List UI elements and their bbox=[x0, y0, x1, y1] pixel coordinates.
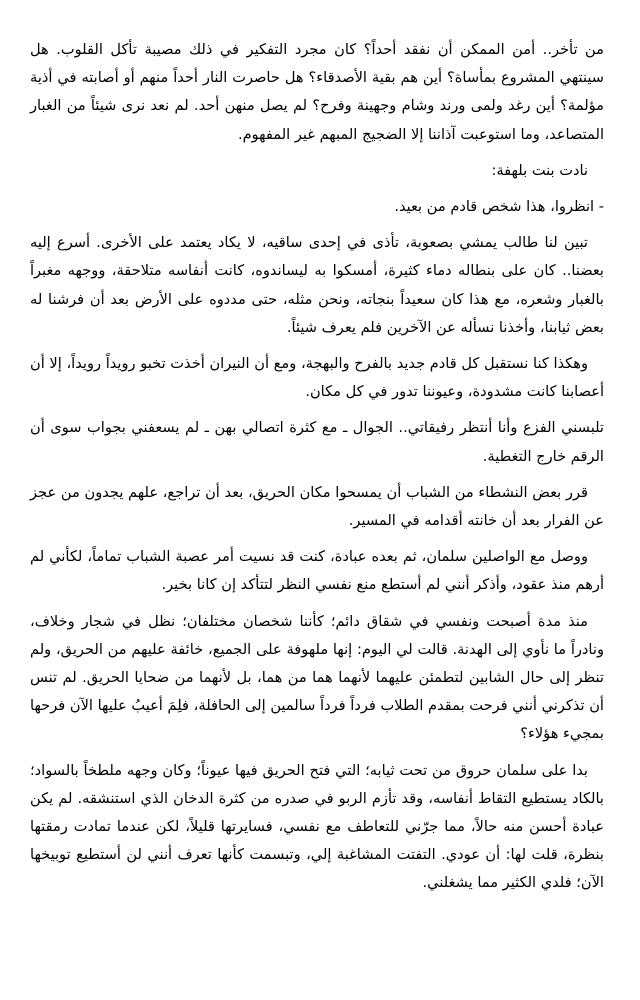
paragraph: تبين لنا طالب يمشي بصعوبة، تأذى في إحدى ساقيه، لا يكاد يعتمد على الأخرى. أسرع إليه بعضنا.. كان على بنطاله دماء كثيرة، أمسكوا به ليساندوه، كانت أنفاسه متلاحقة، ووجهه مغبراً بالغبار وشعره، مع هذا كان سعيداً بنجاته، ونحن مثله، حتى مددوه على الأرض بعد أن فرشنا له بعض ثيابنا، وأخذنا نسأله عن الآخرين فلم يعرف شيئاً. bbox=[30, 234, 604, 336]
paragraph: نادت بنت بلهفة: bbox=[491, 161, 588, 179]
paragraph: وهكذا كنا نستقبل كل قادم جديد بالفرح والبهجة، ومع أن النيران أخذت تخبو رويداً رويداً، إلا أن أعصابنا كانت مشدودة، وعيوننا تدور في كل مكان. bbox=[30, 355, 604, 401]
paragraph: من تأخر.. أمن الممكن أن نفقد أحداً؟ كان مجرد التفكير في ذلك مصيبة تأكل القلوب. هل سينتهي المشروع بمأساة؟ أين هم بقية الأصدقاء؟ هل حاصرت النار أحداً منهم أو أصابته في أذية مؤلمة؟ أين رغد ولمى ورند وشام وجهينة وفرح؟ لم يصل منهن أحد. لم نعد نرى شيئاً من الغبار المتصاعد، وما استوعبت آذاننا إلا الضجيج المبهم غير المفهوم. bbox=[30, 41, 604, 143]
paragraph: تلبسني الفزع وأنا أنتظر رفيقاتي.. الجوال ـ مع كثرة اتصالي بهن ـ لم يسعفني بجواب سوى أن الرقم خارج التغطية. bbox=[30, 419, 604, 465]
paragraph: بدا على سلمان حروق من تحت ثيابه؛ التي فتح الحريق فيها عيوناً؛ وكان وجهه ملطخاً بالسواد؛ بالكاد يستطيع التقاط أنفاسه، وقد تأزم الربو في صدره من كثرة الدخان الذي استنشقه. لم يكن عبادة أحسن منه حالاً، مما جرّني للتعاطف مع نفسي، فسايرتها قليلاً، لكن عندما تمادت رمقتها بنظرة، قلت لها: أن عودي. التفتت المشاغبة إلي، وتبسمت كأنها تعرف أنني لن أستطيع توبيخها الآن؛ فلدي الكثير مما يشغلني. bbox=[30, 761, 604, 892]
paragraph: ووصل مع الواصلين سلمان، ثم بعده عبادة، كنت قد نسيت أمر عصبة الشباب تماماً، لكأني لم أرهم منذ عقود، وأذكر أنني لم أستطع منع نفسي النظر لتتأكد إن كانا بخير. bbox=[30, 548, 604, 594]
document-page bbox=[30, 36, 604, 990]
paragraph: قرر بعض النشطاء من الشباب أن يمسحوا مكان الحريق، بعد أن تراجع، علهم يجدون من عجز عن الفرار بعد أن خانته أقدامه في المسير. bbox=[30, 483, 604, 530]
paragraph: منذ مدة أصبحت ونفسي في شقاق دائم؛ كأننا شخصان مختلفان؛ نظل في شجار وخلاف، ونادراً ما نأوي إلى الهدنة. قالت لي اليوم: إنها ملهوفة على الجميع، خائفة عليهم من الحريق، ولم تنظر إلى حال الشابين لتطمئن عليهما لأنهما هما من هما، بل لأنهما من ضحايا الحريق. لم تنس أن تذكرني أنني فرحت بمقدم الطلاب فرداً فرداً سالمين إلى الحافلة، فلِمَ أعيبُ عليها الآن فرحها بمجيء هؤلاء؟ bbox=[30, 612, 604, 743]
paragraph: - انظروا، هذا شخص قادم من بعيد. bbox=[394, 198, 604, 216]
